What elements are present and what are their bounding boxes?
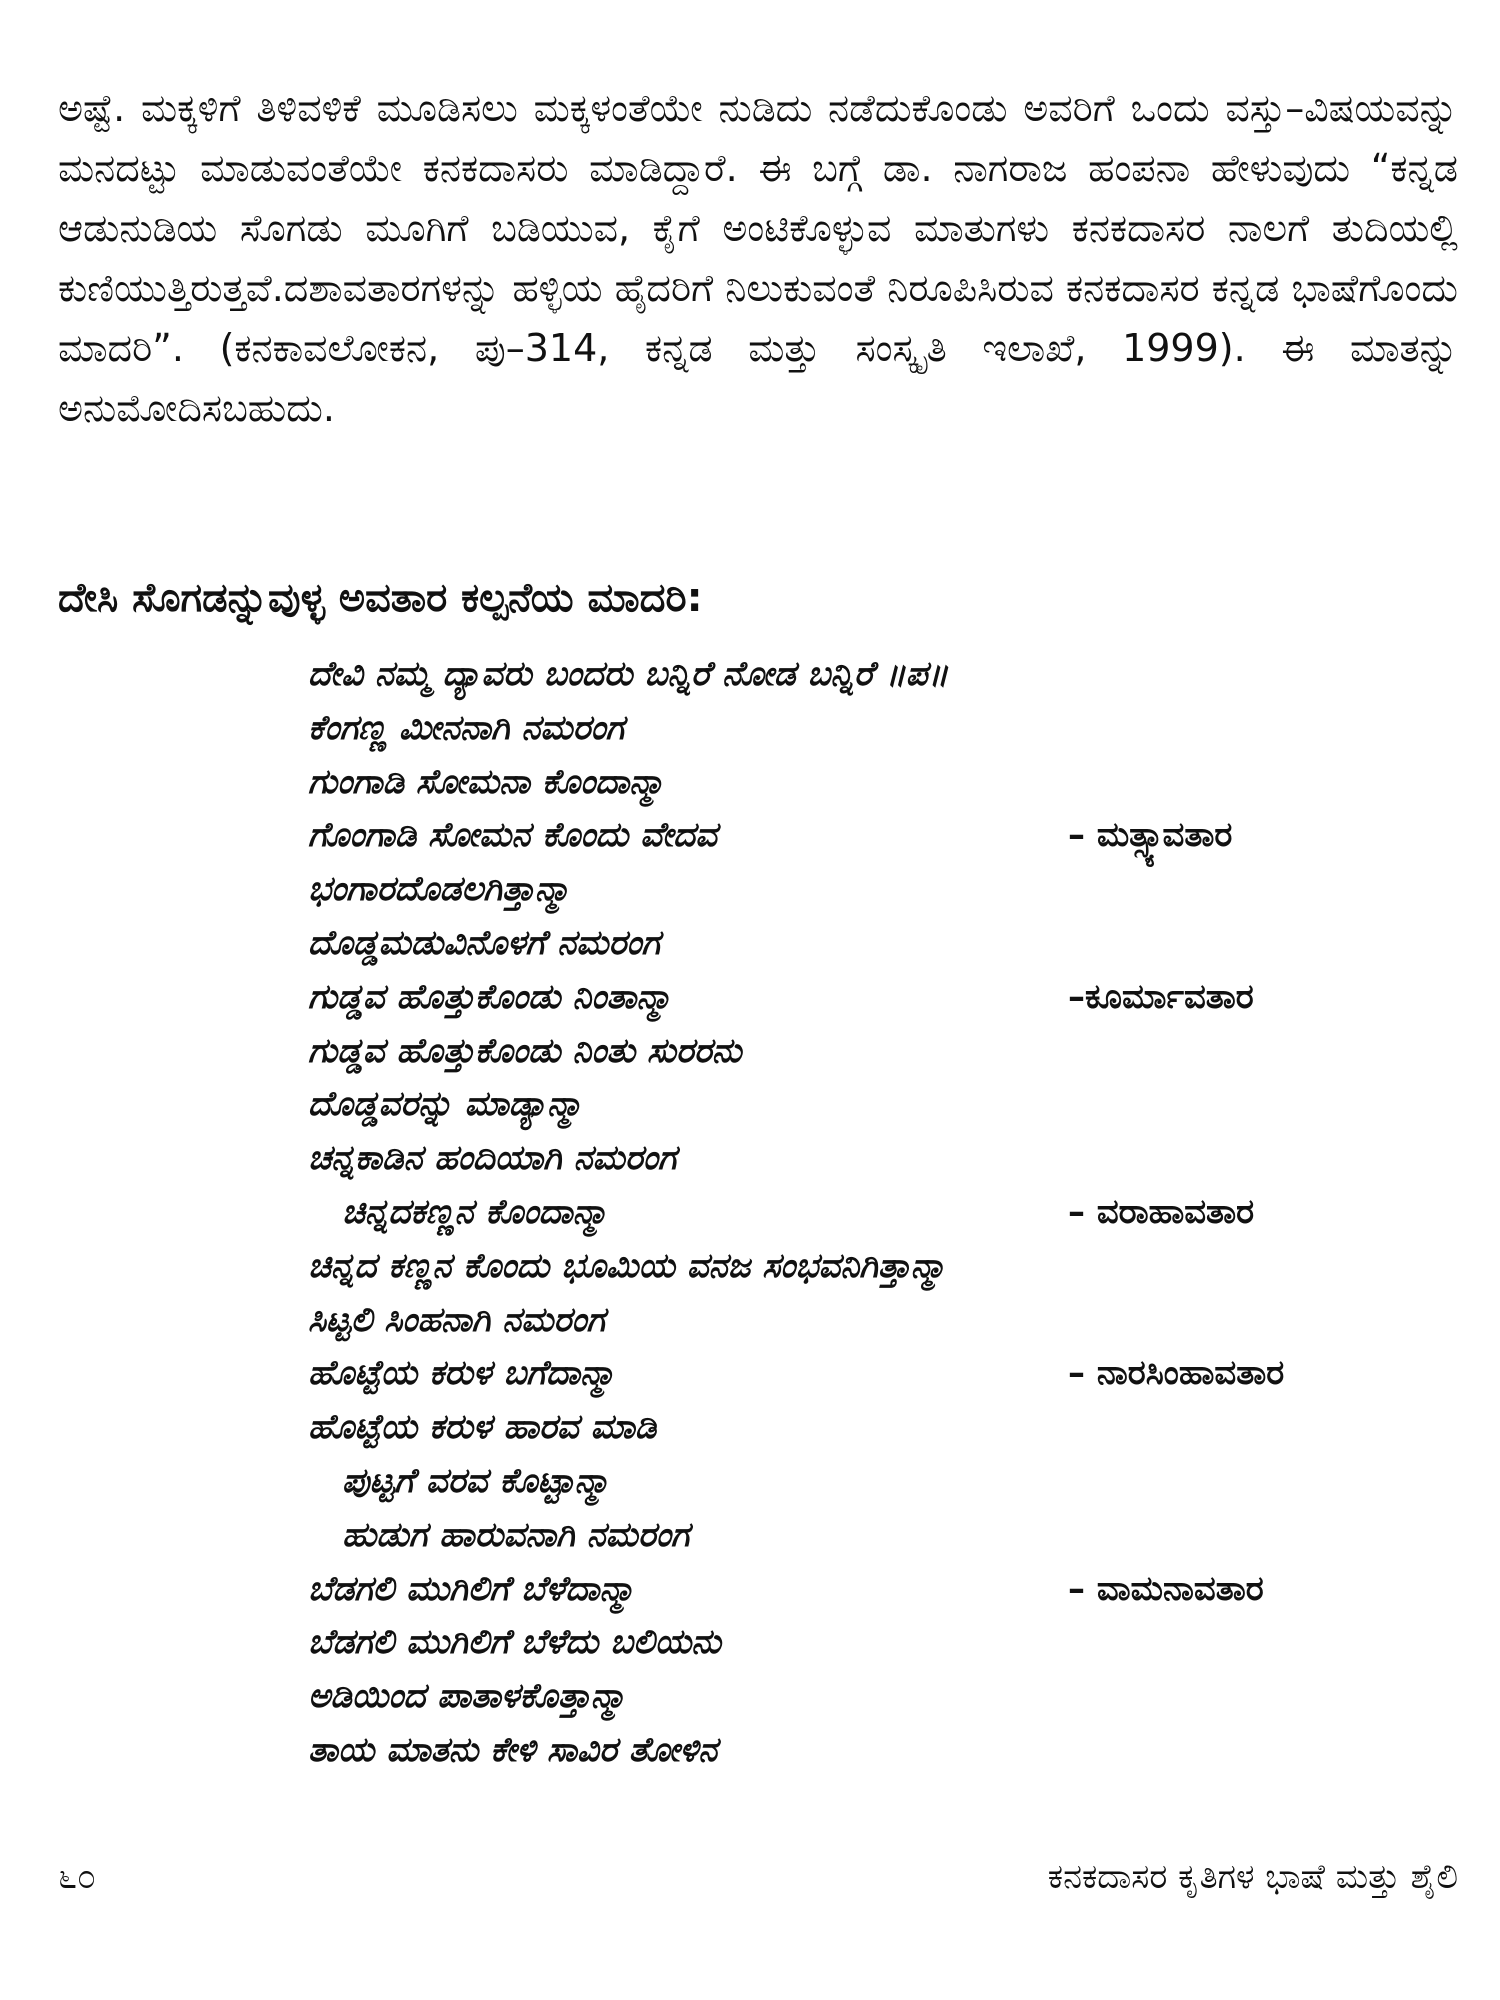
- poem-line-text: ಪುಟ್ಟಗೆ ವರವ ಕೊಟ್ಟಾನ್ಮಾ: [342, 1460, 610, 1501]
- poem-line: [308, 1455, 1468, 1509]
- poem-line: [308, 1401, 1468, 1455]
- poem-line: [308, 756, 1468, 810]
- poem-line-text: ದೊಡ್ಡಮಡುವಿನೊಳಗೆ ನಮರಂಗ: [308, 922, 660, 963]
- poem-line-text: ಕೆಂಗಣ್ಣ ಮೀನನಾಗಿ ನಮರಂಗ: [308, 707, 625, 748]
- avatar-label: – ವಾಮನಾವತಾರ: [1068, 1568, 1264, 1609]
- poem-line: [308, 1186, 1468, 1240]
- poem-line-text: ದೇವಿ ನಮ್ಮ ದ್ಯಾವರು ಬಂದರು ಬನ್ನಿರೆ ನೋಡ ಬನ್ನಿರೆ ॥ಪ॥: [308, 654, 949, 694]
- poem-line: [308, 1616, 1468, 1670]
- poem-line-text: ಗೊಂಗಾಡಿ ಸೋಮನ ಕೊಂದು ವೇದವ: [308, 815, 717, 856]
- poem-line: [308, 1025, 1468, 1079]
- poem-line-text: ಹೊಟ್ಟೆಯ ಕರುಳ ಹಾರವ ಮಾಡಿ: [308, 1407, 657, 1448]
- book-title: ಕನಕದಾಸರ ಕೃತಿಗಳ ಭಾಷೆ ಮತ್ತು ಶೈಲಿ: [1047, 1857, 1458, 1897]
- poem-line-text: ಗುಡ್ಡವ ಹೊತ್ತುಕೊಂಡು ನಿಂತಾನ್ಮಾ: [308, 976, 672, 1017]
- poem-line-text: ಸಿಟ್ಟಲಿ ಸಿಂಹನಾಗಿ ನಮರಂಗ: [308, 1299, 605, 1340]
- avatar-label: – ವರಾಹಾವತಾರ: [1068, 1191, 1255, 1232]
- poem-line-text: ಹುಡುಗ ಹಾರುವನಾಗಿ ನಮರಂಗ: [342, 1514, 690, 1555]
- poem-line-text: ಹೊಟ್ಟೆಯ ಕರುಳ ಬಗೆದಾನ್ಮಾ: [308, 1353, 616, 1394]
- poem-block: [308, 648, 1468, 1778]
- poem-line-text: ಚಿನ್ನದಕಣ್ಣನ ಕೊಂದಾನ್ಮಾ: [342, 1191, 609, 1232]
- poem-line: [308, 863, 1468, 917]
- poem-line: [308, 1294, 1468, 1348]
- poem-line-text: ದೊಡ್ಡವರನ್ನು ಮಾಡ್ಯಾನ್ಮಾ: [308, 1084, 583, 1125]
- poem-line: [308, 1078, 1468, 1132]
- poem-line: [308, 1240, 1468, 1294]
- poem-line: [308, 648, 1468, 702]
- poem-line-text: ಚನ್ನಕಾಡಿನ ಹಂದಿಯಾಗಿ ನಮರಂಗ: [308, 1138, 677, 1179]
- poem-line: [308, 1670, 1468, 1724]
- page-footer: [58, 1852, 1458, 1902]
- poem-line: [308, 1347, 1468, 1401]
- poem-line-text: ಬೆಡಗಲಿ ಮುಗಿಲಿಗೆ ಬೆಳೆದು ಬಲಿಯನು: [308, 1622, 721, 1663]
- poem-line: [308, 1509, 1468, 1563]
- poem-line-text: ಭಂಗಾರದೊಡಲಗಿತ್ತಾನ್ಮಾ: [308, 869, 571, 910]
- poem-line-text: ಗುಂಗಾಡಿ ಸೋಮನಾ ಕೊಂದಾನ್ಮಾ: [308, 761, 665, 802]
- poem-line: [308, 1132, 1468, 1186]
- poem-line: [308, 971, 1468, 1025]
- poem-line: [308, 809, 1468, 863]
- poem-line: [308, 702, 1468, 756]
- poem-line-text: ಗುಡ್ಡವ ಹೊತ್ತುಕೊಂಡು ನಿಂತು ಸುರರನು: [308, 1030, 742, 1071]
- page-number: ೬೦: [58, 1857, 97, 1897]
- poem-line-text: ತಾಯ ಮಾತನು ಕೇಳಿ ಸಾವಿರ ತೋಳಿನ: [308, 1729, 718, 1770]
- poem-line-text: ಚಿನ್ನದ ಕಣ್ಣನ ಕೊಂದು ಭೂಮಿಯ ವನಜ ಸಂಭವನಿಗಿತ್ತಾನ್ಮಾ: [308, 1245, 947, 1286]
- poem-line: [308, 1563, 1468, 1617]
- poem-line-text: ಬೆಡಗಲಿ ಮುಗಿಲಿಗೆ ಬೆಳೆದಾನ್ಮಾ: [308, 1568, 636, 1609]
- poem-line-text: ಅಡಿಯಿಂದ ಪಾತಾಳಕೊತ್ತಾನ್ಮಾ: [308, 1676, 627, 1717]
- body-paragraph: ಅಷ್ಟೆ. ಮಕ್ಕಳಿಗೆ ತಿಳಿವಳಿಕೆ ಮೂಡಿಸಲು ಮಕ್ಕಳಂತೆಯೇ ನುಡಿದು ನಡೆದುಕೊಂಡು ಅವರಿಗೆ ಒಂದು ವಸ್ತು–ವಿಷಯವನ್ನು ಮನದಟ್ಟು ಮಾಡುವಂತೆಯೇ ಕನಕದಾಸರು ಮಾಡಿದ್ದಾರೆ. ಈ ಬಗ್ಗೆ ಡಾ. ನಾಗರಾಜ ಹಂಪನಾ ಹೇಳುವುದು “ಕನ್ನಡ ಆಡುನುಡಿಯ ಸೊಗಡು ಮೂಗಿಗೆ ಬಡಿಯುವ, ಕೈಗೆ ಅಂಟಿಕೊಳ್ಳುವ ಮಾತುಗಳು ಕನಕದಾಸರ ನಾಲಗೆ ತುದಿಯಲ್ಲಿ ಕುಣಿಯುತ್ತಿರುತ್ತವೆ.ದಶಾವತಾರಗಳನ್ನು ಹಳ್ಳಿಯ ಹೈದರಿಗೆ ನಿಲುಕುವಂತೆ ನಿರೂಪಿಸಿರುವ ಕನಕದಾಸರ ಕನ್ನಡ ಭಾಷೆಗೊಂದು ಮಾದರಿ”. (ಕನಕಾವಲೋಕನ, ಪು–314, ಕನ್ನಡ ಮತ್ತು ಸಂಸ್ಕೃತಿ ಇಲಾಖೆ, 1999). ಈ ಮಾತನ್ನು ಅನುಮೋದಿಸಬಹುದು.: [58, 86, 1458, 430]
- avatar-label: – ಮತ್ಸ್ಯಾವತಾರ: [1068, 815, 1233, 856]
- avatar-label: –ಕೂರ್ಮಾವತಾರ: [1068, 976, 1254, 1017]
- poem-line: [308, 1724, 1468, 1778]
- section-heading: ದೇಸಿ ಸೊಗಡನ್ನುವುಳ್ಳ ಅವತಾರ ಕಲ್ಪನೆಯ ಮಾದರಿ:: [58, 575, 703, 621]
- poem-line: [308, 917, 1468, 971]
- avatar-label: – ನಾರಸಿಂಹಾವತಾರ: [1068, 1353, 1285, 1394]
